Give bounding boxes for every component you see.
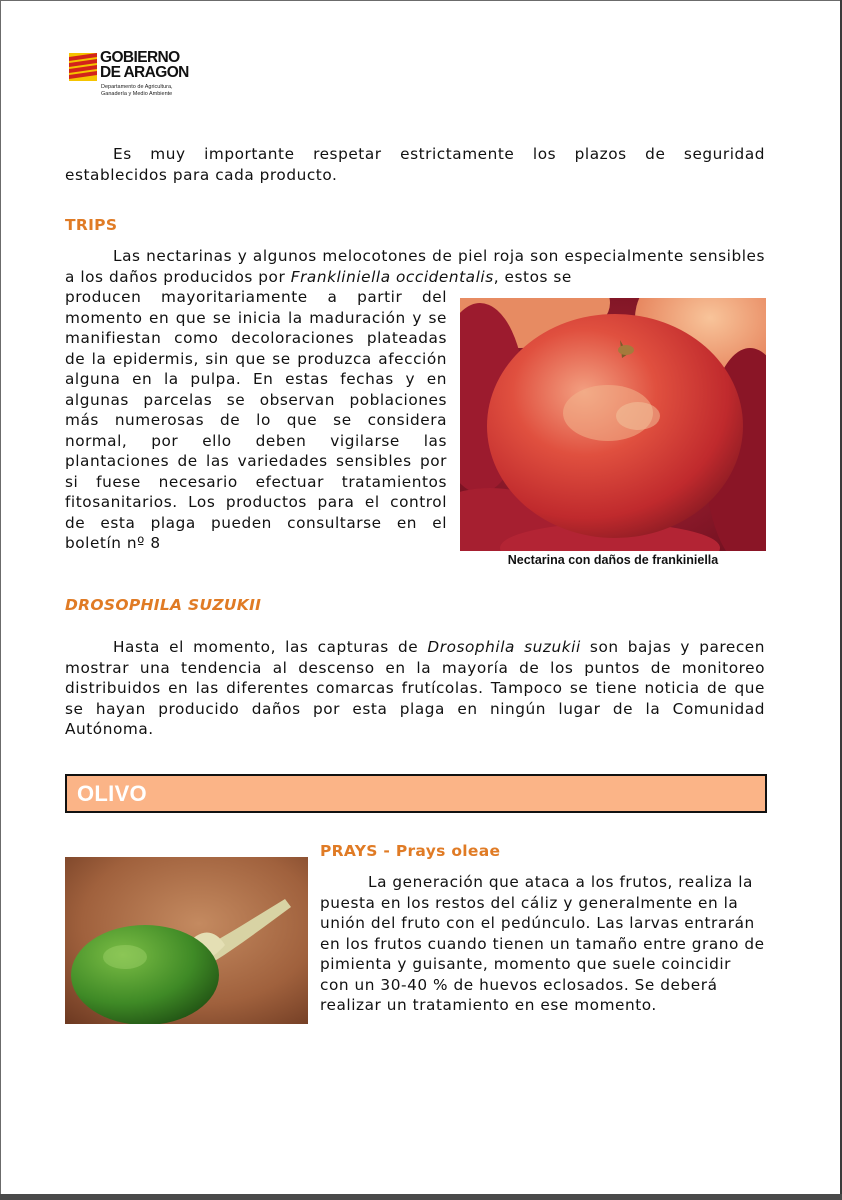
drosophila-heading: DROSOPHILA SUZUKII (65, 596, 262, 614)
olive-photo (65, 857, 308, 1024)
prays-paragraph: La generación que ataca a los frutos, realiza la puesta en los restos del cáliz y generalmente en la unión del fruto con el pedúnculo. Las larvas entrarán en los frutos cuando tienen un tamaño entre grano de pimienta y guisante, momento que suele coincidir con un 30-40 % de huevos eclosados. Se deberá realizar un tratamiento en ese momento. (320, 873, 765, 1014)
aragon-flag-icon (69, 53, 97, 81)
trips-paragraph-body: producen mayoritariamente a partir del momento en que se inicia la maduración y se manifiestan como decoloraciones plateadas de la epidermis, sin que se produzca afección alguna en la pulpa. En estas fechas y en algunas parcelas se observan poblaciones más numerosas de lo que se considera normal, por ello deben vigilarse las plantaciones de las variedades sensibles por si fuese necesario efectuar tratamientos fitosanitarios. Los productos para el control de esta plaga pueden consultarse en el boletín nº 8 (65, 288, 447, 552)
page-border-top (0, 0, 842, 1)
trips-heading: TRIPS (65, 216, 118, 234)
gobierno-aragon-logo (66, 46, 206, 106)
intro-paragraph: Es muy importante respetar estrictamente los plazos de seguridad establecidos para cada producto. (65, 145, 765, 184)
drosophila-paragraph: Hasta el momento, las capturas de Drosophila suzukii son bajas y parecen mostrar una tendencia al descenso en la mayoría de los puntos de monitoreo distribuidos en las diferentes comarcas frutícolas. Tampoco se tiene noticia de que se hayan producido daños por esta plaga en ningún lugar de la Comunidad Autónoma. (65, 638, 766, 738)
drosophila-species-name: Drosophila suzukii (427, 638, 581, 656)
logo-title: GOBIERNO DE ARAGON (100, 49, 189, 81)
logo-subtitle: Departamento de Agricultura, Ganadería y Medio Ambiente (101, 84, 173, 97)
trips-species-name: Frankliniella occidentalis (290, 267, 494, 286)
nectarine-photo (460, 298, 766, 551)
prays-heading: PRAYS - Prays oleae (320, 842, 501, 860)
olive-image (65, 857, 308, 1024)
page-border-left (0, 0, 1, 1200)
olivo-banner-title: OLIVO (77, 781, 147, 806)
nectarine-photo-caption: Nectarina con daños de frankiniella (507, 553, 719, 567)
page-border-bottom (0, 1194, 842, 1200)
nectarine-image (460, 298, 766, 551)
olivo-section-banner (65, 774, 767, 813)
trips-paragraph-intro: Las nectarinas y algunos melocotones de piel roja son especialmente sensibles a los daños producidos por Frankliniella occidentalis, estos se (65, 247, 765, 286)
